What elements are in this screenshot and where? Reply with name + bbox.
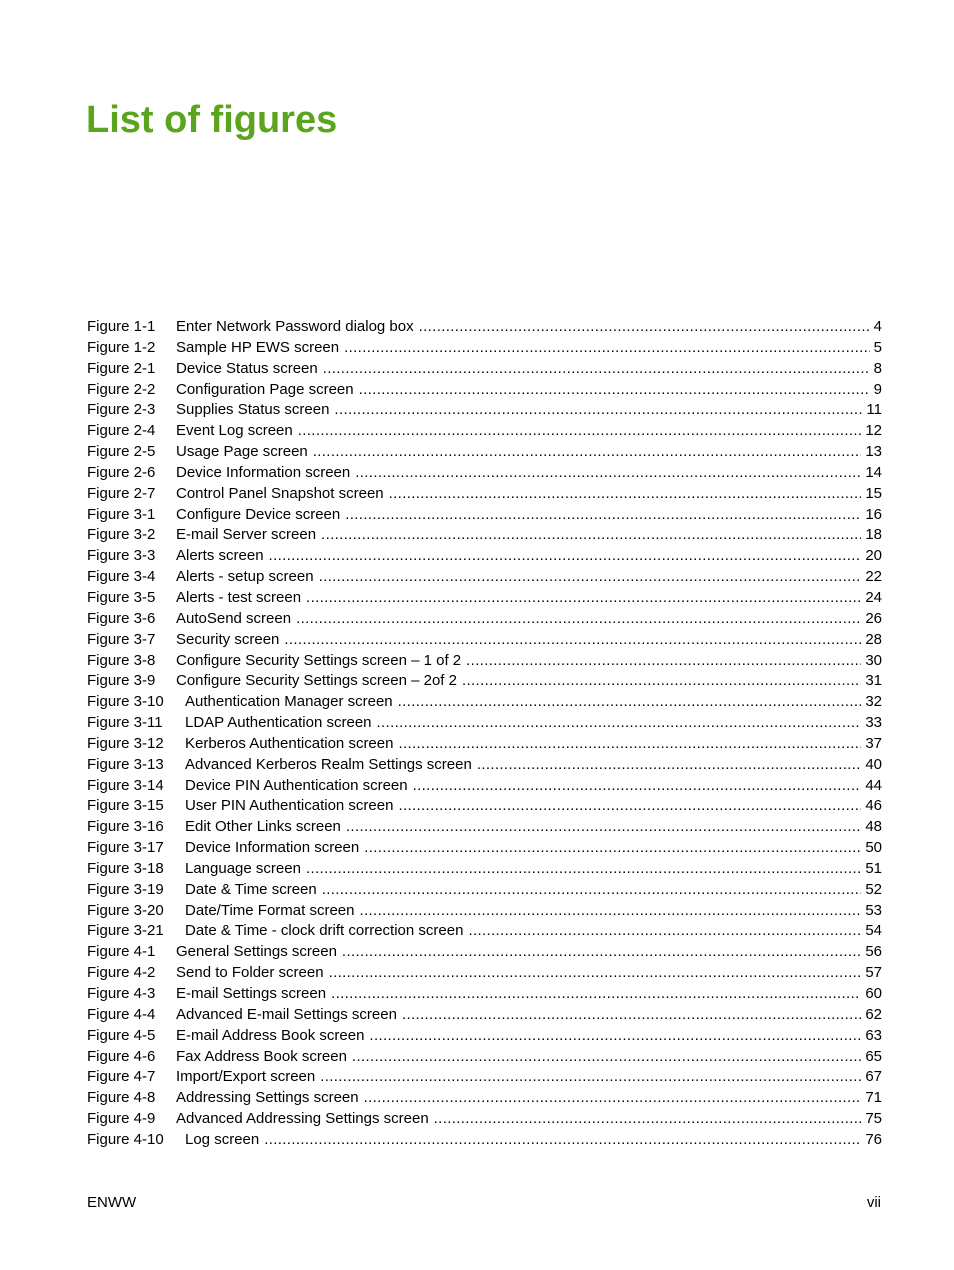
figure-label: Figure 4-1 [87, 943, 156, 961]
figure-entry[interactable] [87, 901, 882, 922]
dot-leader [306, 588, 861, 609]
figure-entry[interactable] [87, 1005, 882, 1026]
figure-title: Addressing Settings screen [176, 1089, 359, 1107]
dot-leader [342, 942, 861, 963]
figure-page-number: 65 [865, 1047, 882, 1065]
dot-leader [264, 1130, 861, 1151]
figure-entry[interactable] [87, 817, 882, 838]
figure-entry[interactable] [87, 1047, 882, 1068]
figure-page-number: 4 [873, 318, 882, 335]
figure-title: Sample HP EWS screen [176, 338, 340, 356]
figure-label: Figure 3-21 [87, 922, 164, 940]
figure-label: Figure 3-20 [87, 901, 164, 919]
figure-entry[interactable] [87, 380, 882, 401]
figure-title: Log screen [185, 1130, 260, 1148]
figure-page-number: 12 [865, 422, 882, 440]
dot-leader [352, 1047, 861, 1068]
figure-page-number: 32 [865, 693, 882, 711]
figure-entry[interactable] [87, 796, 882, 817]
dot-leader [364, 838, 861, 859]
figure-label: Figure 3-12 [87, 734, 164, 752]
figure-page-number: 62 [865, 1005, 882, 1023]
figure-label: Figure 3-6 [87, 609, 156, 627]
figure-entry[interactable] [87, 442, 882, 463]
figure-label: Figure 3-14 [87, 776, 164, 794]
figure-label: Figure 3-8 [87, 651, 156, 669]
figure-title: E-mail Server screen [176, 526, 317, 544]
figure-label: Figure 2-3 [87, 401, 156, 419]
figure-title: Alerts - setup screen [176, 568, 314, 586]
figure-page-number: 53 [865, 901, 882, 919]
figure-page-number: 22 [865, 568, 882, 586]
figure-page-number: 76 [865, 1130, 882, 1148]
dot-leader [402, 1005, 861, 1026]
figure-title: Import/Export screen [176, 1068, 316, 1086]
dot-leader [346, 817, 861, 838]
figure-title: Configure Security Settings screen – 2of 2 [176, 672, 457, 690]
dot-leader [360, 901, 862, 922]
figure-title: Device Information screen [185, 839, 360, 857]
figure-label: Figure 2-7 [87, 484, 156, 502]
figure-page-number: 11 [866, 401, 882, 419]
dot-leader [319, 567, 862, 588]
figure-page-number: 26 [865, 609, 882, 627]
figure-entry[interactable] [87, 609, 882, 630]
dot-leader [389, 484, 862, 505]
figure-label: Figure 2-1 [87, 359, 156, 377]
figure-title: Advanced E-mail Settings screen [176, 1005, 397, 1023]
figure-label: Figure 2-5 [87, 443, 156, 461]
dot-leader [344, 338, 870, 359]
figure-page-number: 9 [873, 380, 882, 398]
dot-leader [413, 776, 862, 797]
figure-page-number: 57 [865, 964, 882, 982]
figure-entry[interactable] [87, 963, 882, 984]
figure-label: Figure 2-2 [87, 380, 156, 398]
figure-entry[interactable] [87, 651, 882, 672]
figure-label: Figure 4-10 [87, 1130, 164, 1148]
figure-label: Figure 1-1 [87, 318, 156, 335]
dot-leader [331, 984, 861, 1005]
figure-entry[interactable] [87, 734, 882, 755]
dot-leader [468, 921, 861, 942]
figure-title: Control Panel Snapshot screen [176, 484, 384, 502]
dot-leader [359, 380, 870, 401]
figure-page-number: 13 [865, 443, 882, 461]
figure-label: Figure 3-13 [87, 755, 164, 773]
dot-leader [462, 671, 861, 692]
figure-label: Figure 3-11 [87, 714, 163, 732]
figure-title: Event Log screen [176, 422, 293, 440]
figure-label: Figure 3-3 [87, 547, 156, 565]
figure-label: Figure 4-5 [87, 1026, 156, 1044]
figure-page-number: 63 [865, 1026, 882, 1044]
dot-leader [364, 1088, 862, 1109]
figure-entry[interactable] [87, 525, 882, 546]
figure-page-number: 14 [865, 463, 882, 481]
figure-label: Figure 3-19 [87, 880, 164, 898]
page-title: List of figures [86, 99, 338, 141]
figure-page-number: 67 [865, 1068, 882, 1086]
figure-label: Figure 4-4 [87, 1005, 156, 1023]
dot-leader [320, 1067, 861, 1088]
figure-entry[interactable] [87, 1109, 882, 1130]
dot-leader [323, 359, 870, 380]
figure-page-number: 50 [865, 839, 882, 857]
figure-title: General Settings screen [176, 943, 337, 961]
figure-page-number: 20 [865, 547, 882, 565]
figure-page-number: 52 [865, 880, 882, 898]
dot-leader [434, 1109, 862, 1130]
figure-title: Date/Time Format screen [185, 901, 355, 919]
dot-leader [477, 755, 861, 776]
dot-leader [329, 963, 862, 984]
figure-entry[interactable] [87, 671, 882, 692]
figure-entry[interactable] [87, 505, 882, 526]
figure-title: Usage Page screen [176, 443, 308, 461]
figure-label: Figure 4-9 [87, 1110, 156, 1128]
figure-entry[interactable] [87, 755, 882, 776]
dot-leader [466, 651, 861, 672]
figure-title: Configure Security Settings screen – 1 of 2 [176, 651, 462, 669]
figure-entry[interactable] [87, 421, 882, 442]
figure-title: Advanced Addressing Settings screen [176, 1110, 429, 1128]
figure-title: Kerberos Authentication screen [185, 734, 394, 752]
figure-entry[interactable] [87, 713, 882, 734]
dot-leader [369, 1026, 861, 1047]
figure-entry[interactable] [87, 484, 882, 505]
figure-title: Alerts - test screen [176, 588, 302, 606]
figure-label: Figure 4-2 [87, 964, 156, 982]
figure-page-number: 60 [865, 985, 882, 1002]
dot-leader [322, 880, 862, 901]
figure-entry[interactable] [87, 942, 882, 963]
figure-page-number: 15 [865, 484, 882, 502]
figure-label: Figure 3-9 [87, 672, 156, 690]
dot-leader [313, 442, 862, 463]
figure-label: Figure 4-7 [87, 1068, 156, 1086]
figure-page-number: 48 [865, 818, 882, 836]
dot-leader [345, 505, 861, 526]
figure-entry[interactable] [87, 317, 882, 338]
figure-page-number: 54 [865, 922, 882, 940]
figure-title: AutoSend screen [176, 609, 292, 627]
figure-title: Language screen [185, 859, 301, 877]
figure-title: Configuration Page screen [176, 380, 354, 398]
figure-label: Figure 3-4 [87, 568, 156, 586]
figure-page-number: 37 [865, 734, 882, 752]
figure-entry[interactable] [87, 1067, 882, 1088]
figure-title: Enter Network Password dialog box [176, 318, 414, 335]
footer-left: ENWW [87, 1194, 137, 1211]
figure-label: Figure 3-15 [87, 797, 164, 815]
figure-page-number: 30 [865, 651, 882, 669]
figure-label: Figure 4-3 [87, 985, 156, 1002]
dot-leader [398, 692, 862, 713]
figure-entry[interactable] [87, 776, 882, 797]
figure-entry[interactable] [87, 1088, 882, 1109]
figure-title: E-mail Address Book screen [176, 1026, 365, 1044]
dot-leader [321, 525, 861, 546]
figure-page-number: 18 [865, 526, 882, 544]
figure-entry[interactable] [87, 338, 882, 359]
figure-label: Figure 3-2 [87, 526, 156, 544]
figure-title: Authentication Manager screen [185, 693, 393, 711]
figure-title: Date & Time - clock drift correction screen [185, 922, 464, 940]
figure-page-number: 28 [865, 630, 882, 648]
figure-label: Figure 4-8 [87, 1089, 156, 1107]
figure-title: Date & Time screen [185, 880, 317, 898]
figure-title: Edit Other Links screen [185, 818, 341, 836]
figure-title: Advanced Kerberos Realm Settings screen [185, 755, 472, 773]
figure-title: User PIN Authentication screen [185, 797, 394, 815]
dot-leader [419, 317, 870, 338]
figure-title: Alerts screen [176, 547, 264, 565]
figure-label: Figure 2-6 [87, 463, 156, 481]
dot-leader [298, 421, 862, 442]
figure-list [87, 317, 882, 1151]
figure-label: Figure 3-17 [87, 839, 164, 857]
figure-entry[interactable] [87, 630, 882, 651]
figure-title: Fax Address Book screen [176, 1047, 347, 1065]
figure-title: Device PIN Authentication screen [185, 776, 408, 794]
dot-leader [377, 713, 862, 734]
dot-leader [398, 734, 861, 755]
figure-page-number: 51 [865, 859, 882, 877]
figure-page-number: 5 [873, 338, 882, 356]
dot-leader [306, 859, 861, 880]
figure-label: Figure 3-1 [87, 505, 156, 523]
figure-label: Figure 3-5 [87, 588, 156, 606]
figure-label: Figure 3-10 [87, 693, 164, 711]
figure-label: Figure 2-4 [87, 422, 156, 440]
figure-label: Figure 3-18 [87, 859, 164, 877]
figure-title: Security screen [176, 630, 280, 648]
figure-entry[interactable] [87, 400, 882, 421]
figure-entry[interactable] [87, 1130, 882, 1151]
figure-title: Configure Device screen [176, 505, 341, 523]
footer-page-number: vii [866, 1194, 881, 1211]
dot-leader [296, 609, 861, 630]
dot-leader [269, 546, 862, 567]
figure-entry[interactable] [87, 359, 882, 380]
figure-entry[interactable] [87, 859, 882, 880]
dot-leader [284, 630, 861, 651]
dot-leader [355, 463, 861, 484]
figure-page-number: 8 [873, 359, 882, 377]
figure-entry[interactable] [87, 567, 882, 588]
figure-title: Device Status screen [176, 359, 318, 377]
figure-title: E-mail Settings screen [176, 985, 327, 1002]
figure-label: Figure 4-6 [87, 1047, 156, 1065]
dot-leader [334, 400, 862, 421]
figure-entry[interactable] [87, 692, 882, 713]
figure-page-number: 40 [865, 755, 882, 773]
figure-page-number: 33 [865, 714, 882, 732]
figure-title: Send to Folder screen [176, 964, 324, 982]
figure-page-number: 31 [865, 672, 882, 690]
figure-title: Supplies Status screen [176, 401, 330, 419]
figure-title: Device Information screen [176, 463, 351, 481]
figure-entry[interactable] [87, 921, 882, 942]
figure-entry[interactable] [87, 984, 882, 1005]
figure-entry[interactable] [87, 588, 882, 609]
figure-entry[interactable] [87, 546, 882, 567]
figure-label: Figure 3-16 [87, 818, 164, 836]
figure-page-number: 71 [865, 1089, 882, 1107]
figure-entry[interactable] [87, 838, 882, 859]
figure-entry[interactable] [87, 880, 882, 901]
figure-page-number: 75 [865, 1110, 882, 1128]
figure-entry[interactable] [87, 463, 882, 484]
figure-entry[interactable] [87, 1026, 882, 1047]
figure-page-number: 16 [865, 505, 882, 523]
figure-label: Figure 3-7 [87, 630, 156, 648]
dot-leader [398, 796, 861, 817]
figure-page-number: 44 [865, 776, 882, 794]
figure-page-number: 46 [865, 797, 882, 815]
figure-title: LDAP Authentication screen [185, 714, 372, 732]
figure-page-number: 24 [865, 588, 882, 606]
figure-page-number: 56 [865, 943, 882, 961]
figure-label: Figure 1-2 [87, 338, 156, 356]
